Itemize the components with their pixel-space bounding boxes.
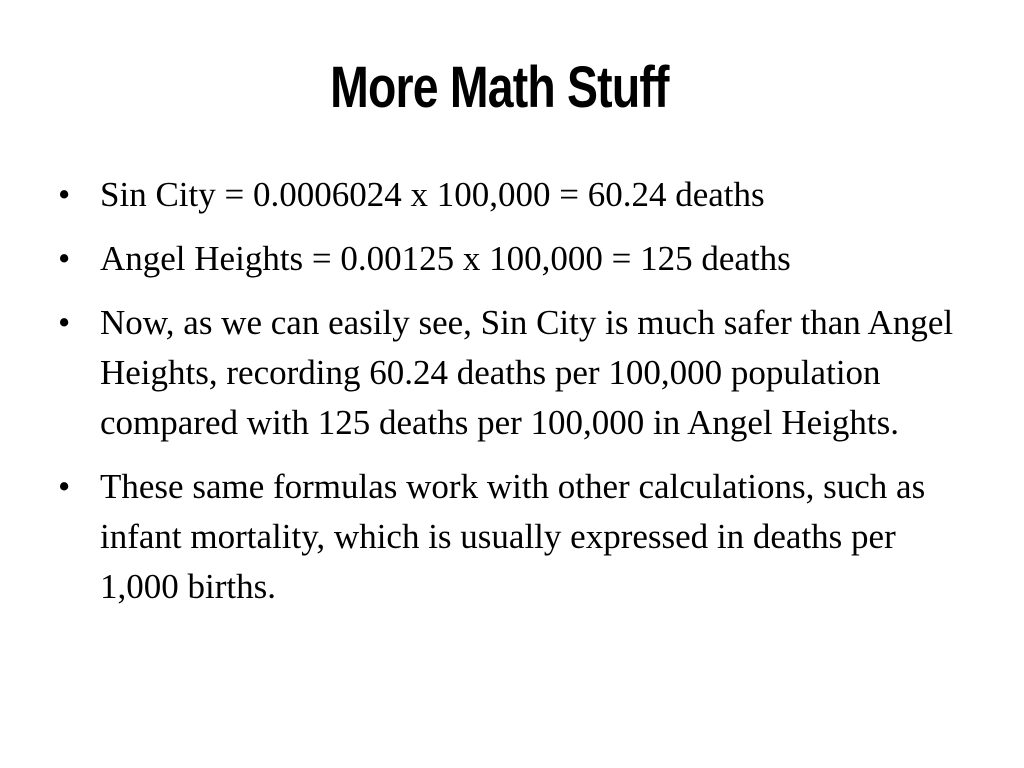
bullet-item (0, 462, 970, 612)
bullet-icon: • (58, 467, 71, 506)
bullet-icon: • (58, 239, 71, 278)
bullet-item (0, 234, 970, 284)
bullet-icon: • (58, 175, 71, 214)
bullet-text: These same formulas work with other calculations, such as infant mortality, which is usually expressed in deaths per 1,000 births. (100, 467, 926, 606)
bullet-list (0, 170, 1024, 626)
bullet-item (0, 170, 970, 220)
bullet-icon: • (58, 303, 71, 342)
bullet-text: Angel Heights = 0.00125 x 100,000 = 125 deaths (100, 239, 791, 278)
slide-title: More Math Stuff (330, 55, 669, 120)
bullet-text: Sin City = 0.0006024 x 100,000 = 60.24 deaths (100, 175, 765, 214)
bullet-text: Now, as we can easily see, Sin City is much safer than Angel Heights, recording 60.24 deaths per 100,000 population compared with 125 deaths per 100,000 in Angel Heights. (100, 303, 954, 442)
bullet-item (0, 298, 970, 448)
